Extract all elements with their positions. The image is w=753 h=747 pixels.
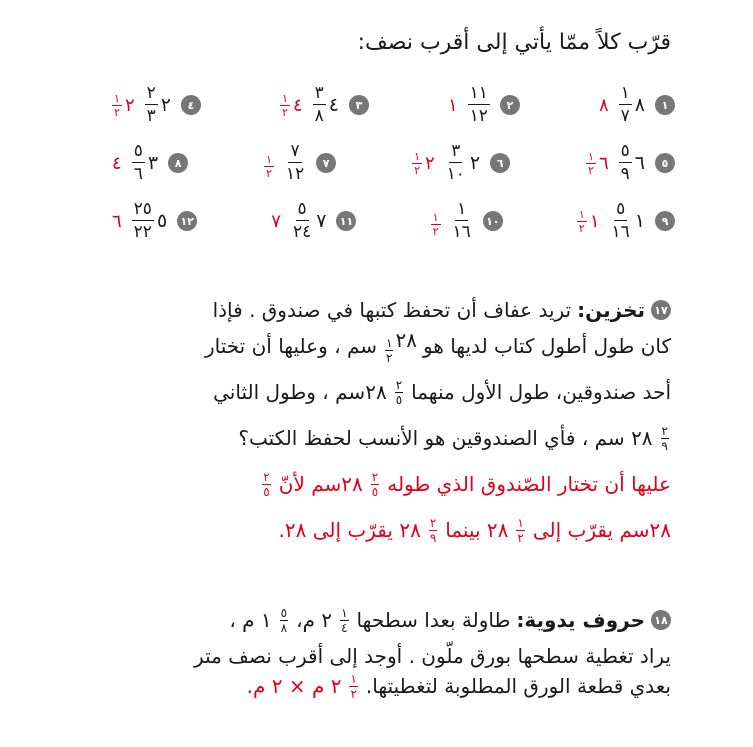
whole-part: ٦ [634, 152, 645, 174]
exercise-number-badge: ١١ [336, 211, 356, 231]
answer [586, 151, 609, 176]
fraction: $\frac{٢}{٩}$ [661, 423, 668, 453]
question-18 [61, 606, 671, 700]
exercise-row [112, 80, 675, 130]
exercise-item [586, 143, 675, 183]
question-text: تريد عفاف أن تحفظ كتبها في صندوق . فإذا [212, 298, 572, 322]
answer-value [448, 95, 458, 116]
exercise-number-badge: ٤ [181, 95, 201, 115]
fraction: $\frac{٢}{٥}$ [371, 469, 379, 499]
exercise-item [280, 85, 369, 125]
fraction: $\frac{٣}{٨}$ [314, 83, 324, 126]
exercise-item [271, 201, 356, 241]
answer [431, 206, 441, 237]
exercise-item [599, 85, 675, 125]
answer [448, 95, 458, 116]
exercise-number-badge: ١٠ [483, 211, 503, 231]
whole-part: ٤ [328, 94, 339, 116]
fraction: $\frac{٢}{٥}$ [395, 377, 403, 407]
answer-whole: ٤ [292, 94, 303, 116]
fraction: $\frac{١}{٢}$ [386, 336, 393, 365]
answer-whole: ١ [448, 94, 458, 116]
exercise-number-badge: ١٢ [177, 211, 197, 231]
fraction: $\frac{٥}{٦}$ [133, 141, 143, 184]
exercise-number-badge: ١ [655, 95, 675, 115]
fraction: $\frac{١}{٢}$ [517, 515, 524, 545]
answer [112, 153, 122, 174]
answer-value [112, 153, 122, 174]
exercise-instruction: قرّب كلاً ممّا يأتي إلى أقرب نصف: [357, 30, 671, 55]
fraction: $\frac{١}{٢}$ [414, 149, 420, 177]
mixed-number: ٢٨ $\frac{١}{٢}$ [386, 328, 417, 365]
question-text: طاولة بعدا سطحها [356, 608, 511, 632]
mixed-number [145, 85, 171, 125]
fraction: $\frac{١}{٧}$ [620, 83, 630, 126]
exercise-row [112, 196, 675, 246]
mixed-number [610, 201, 645, 241]
mixed-number [132, 143, 158, 183]
fraction: $\frac{٢}{٥}$ [263, 469, 270, 499]
exercise-item [448, 85, 520, 125]
fraction: $\frac{١}{٢}$ [114, 91, 120, 119]
answer-whole: ٢ [424, 152, 435, 174]
mixed-number [313, 85, 339, 125]
fraction: $\frac{١}{١٦}$ [452, 199, 471, 242]
exercise-number-badge: ٧ [316, 153, 336, 173]
exercise-row [112, 138, 675, 188]
exercise-item [264, 143, 336, 183]
answer-value [431, 212, 441, 237]
answer-value [280, 93, 303, 118]
fraction: $\frac{١١}{١٢}$ [469, 83, 488, 126]
fraction: $\frac{٢٥}{٢٢}$ [133, 199, 152, 242]
exercise-number-badge: ٩ [655, 211, 675, 231]
fraction: $\frac{١}{٢}$ [282, 91, 288, 119]
whole-part: ٢ [469, 152, 481, 174]
exercise-number-badge: ٨ [168, 153, 188, 173]
answer-whole: ٦ [598, 152, 609, 174]
answer [599, 95, 609, 116]
answer [271, 211, 281, 232]
fraction: $\frac{٥}{٩}$ [620, 141, 630, 184]
question-text: ٢ م، [296, 608, 333, 632]
question-text: يراد تغطية سطحها بورق ملّون . أوجد إلى أقرب نصف متر [194, 644, 671, 668]
question-text: ١ م ، [229, 608, 272, 632]
exercise-number-badge: ٥ [655, 153, 675, 173]
mixed-number [132, 201, 167, 241]
question-17 [61, 296, 671, 544]
question-text: أحد صندوقين، طول الأول منهما [411, 380, 671, 404]
whole-part: ٧ [316, 210, 327, 232]
question-text: ٢٨ سم ، فأي الصندوقين هو الأنسب لحفظ الكتب؟ [238, 426, 653, 450]
whole-part: ٣ [147, 152, 159, 174]
exercise-item [431, 201, 503, 241]
fraction: $\frac{٧}{١٢}$ [285, 141, 305, 184]
mixed-number [451, 201, 473, 241]
fraction: $\frac{١}{٢}$ [432, 210, 439, 238]
answer-value [586, 151, 609, 176]
exercise-number-badge: ٣ [349, 95, 369, 115]
answer-whole: ١ [589, 210, 600, 232]
whole-part: ١ [634, 210, 645, 232]
answer-text: ٢ م × ٢ م. [246, 674, 342, 698]
fraction: $\frac{١}{٤}$ [341, 605, 348, 635]
question-label: حروف يدوية: [516, 608, 645, 632]
exercise-item [577, 201, 675, 241]
answer [264, 148, 274, 179]
question-text: كان طول أطول كتاب لديها هو [422, 334, 671, 358]
question-text: بعدي قطعة الورق المطلوبة لتغطيتها. [365, 674, 671, 698]
answer-whole: ٦ [112, 210, 122, 232]
whole-part: ٢ [160, 94, 171, 116]
answer-value [412, 151, 435, 176]
exercise-number-badge: ٢ [500, 95, 520, 115]
exercise-item [112, 85, 201, 125]
answer-whole: ٢ [124, 94, 135, 116]
fraction: $\frac{٥}{١٦}$ [611, 199, 630, 242]
answer-line: ٢٨سم يقرّب إلى $\frac{١}{٢}$ ٢٨ بينما $\frac{٢}{٩}$ ٢٨ يقرّب إلى ٢٨. [278, 515, 671, 545]
answer-value [577, 209, 600, 234]
mixed-number [291, 201, 326, 241]
fraction: $\frac{٢}{٩}$ [429, 515, 437, 545]
answer-whole: ٧ [271, 210, 281, 232]
answer-value [599, 95, 609, 116]
whole-part: ٥ [156, 210, 168, 232]
answer-value [264, 154, 274, 179]
fraction: $\frac{٥}{٢٤}$ [292, 199, 312, 242]
question-text: ٢٨سم ، وطول الثاني [213, 380, 387, 404]
fraction: $\frac{٥}{٨}$ [280, 605, 288, 635]
answer [412, 151, 435, 176]
fraction: $\frac{١}{٢}$ [578, 207, 585, 235]
fraction: $\frac{٣}{١٠}$ [446, 141, 465, 184]
answer-line: عليها أن تختار الصّندوق الذي طوله $\frac{٢}{٥}$ ٢٨سم لأنّ $\frac{٢}{٥}$ [263, 469, 671, 499]
answer-whole: ٨ [598, 94, 609, 116]
answer-whole: ٤ [112, 152, 122, 174]
question-number-badge: ١٧ [651, 300, 671, 320]
mixed-number [468, 85, 490, 125]
answer-value [112, 93, 135, 118]
answer [280, 93, 303, 118]
answer [577, 209, 600, 234]
fraction: $\frac{٢}{٣}$ [146, 83, 156, 126]
mixed-number [619, 85, 645, 125]
fraction: $\frac{١}{٢}$ [350, 671, 357, 701]
mixed-number [445, 143, 480, 183]
whole-part: ٨ [634, 94, 645, 116]
exercise-item [112, 143, 188, 183]
fraction: $\frac{١}{٢}$ [588, 149, 594, 177]
answer-value [112, 211, 122, 232]
fraction: $\frac{١}{٢}$ [265, 152, 272, 180]
mixed-number [284, 143, 306, 183]
question-label: تخزين: [577, 298, 645, 322]
mixed-number [619, 143, 645, 183]
exercise-item [412, 143, 510, 183]
answer [112, 93, 135, 118]
question-text: سم ، وعليها أن تختار [204, 334, 378, 358]
exercise-number-badge: ٦ [490, 153, 510, 173]
answer [112, 211, 122, 232]
answer-value [271, 211, 281, 232]
question-number-badge: ١٨ [651, 610, 671, 630]
exercise-item [112, 201, 197, 241]
